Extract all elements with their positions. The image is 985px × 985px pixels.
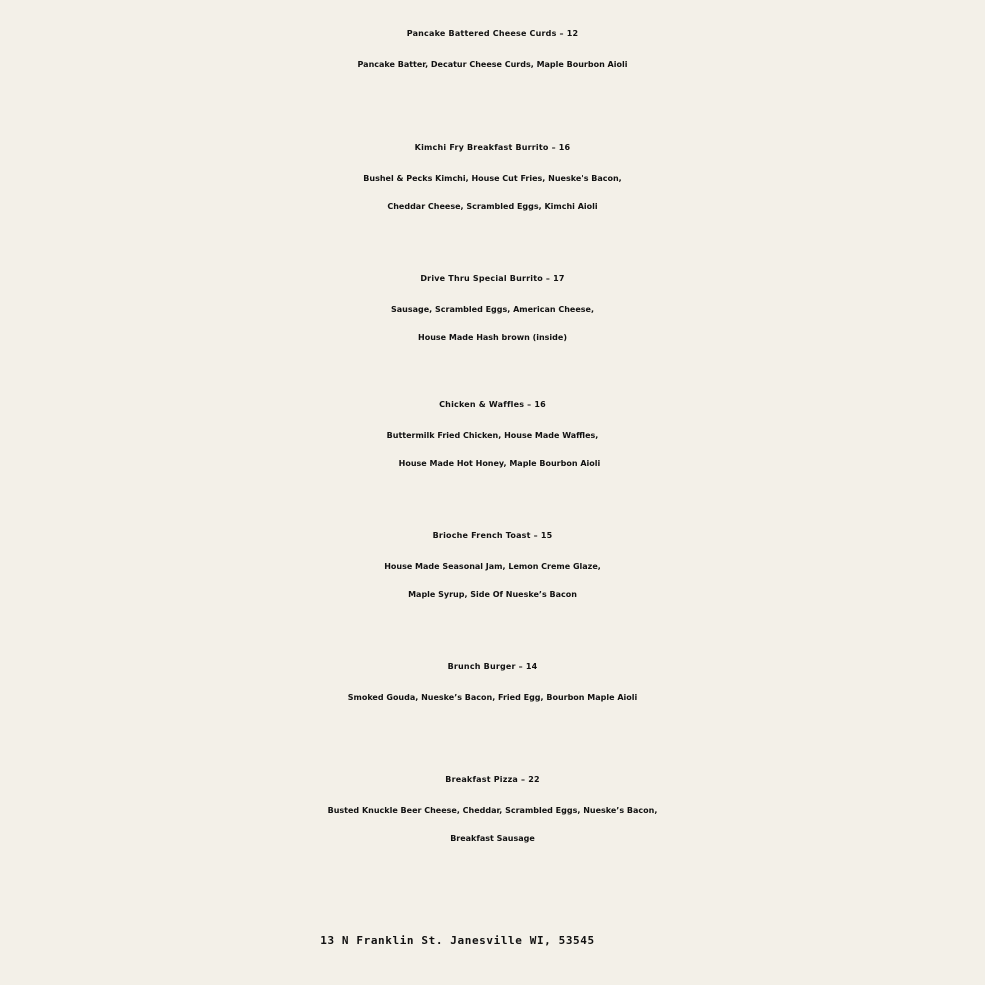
item-description: Buttermilk Fried Chicken, House Made Waffles, House Made Hot Honey, Maple Bourbon Aioli [386, 431, 601, 468]
item-title: Pancake Battered Cheese Curds – 12 [406, 29, 579, 38]
item-title: Brunch Burger – 14 [447, 662, 538, 671]
menu-item-french-toast [0, 519, 985, 609]
item-title: Kimchi Fry Breakfast Burrito – 16 [414, 143, 571, 152]
menu-item-cheese-curds [0, 17, 985, 79]
item-description: Busted Knuckle Beer Cheese, Cheddar, Scrambled Eggs, Nueske’s Bacon, Breakfast Sausage [327, 806, 658, 843]
item-description: Smoked Gouda, Nueske’s Bacon, Fried Egg, Bourbon Maple Aioli [347, 693, 638, 702]
item-title: Drive Thru Special Burrito – 17 [420, 274, 565, 283]
item-title: Chicken & Waffles – 16 [439, 400, 546, 409]
menu-item-drive-thru-burrito [0, 262, 985, 352]
menu-item-brunch-burger [0, 650, 985, 712]
item-description: House Made Seasonal Jam, Lemon Creme Glaze, Maple Syrup, Side Of Nueske’s Bacon [384, 562, 601, 599]
menu-item-kimchi-burrito [0, 131, 985, 221]
menu-item-breakfast-pizza [0, 763, 985, 853]
item-title: Breakfast Pizza – 22 [445, 775, 540, 784]
item-description: Bushel & Pecks Kimchi, House Cut Fries, Nueske's Bacon, Cheddar Cheese, Scrambled Eggs, Kimchi Aioli [363, 174, 622, 211]
restaurant-address: 13 N Franklin St. Janesville WI, 53545 [320, 934, 595, 947]
item-title: Brioche French Toast – 15 [432, 531, 553, 540]
item-description: Pancake Batter, Decatur Cheese Curds, Maple Bourbon Aioli [357, 60, 628, 69]
item-description: Sausage, Scrambled Eggs, American Cheese, House Made Hash brown (inside) [391, 305, 594, 342]
menu-item-chicken-waffles [0, 388, 985, 478]
